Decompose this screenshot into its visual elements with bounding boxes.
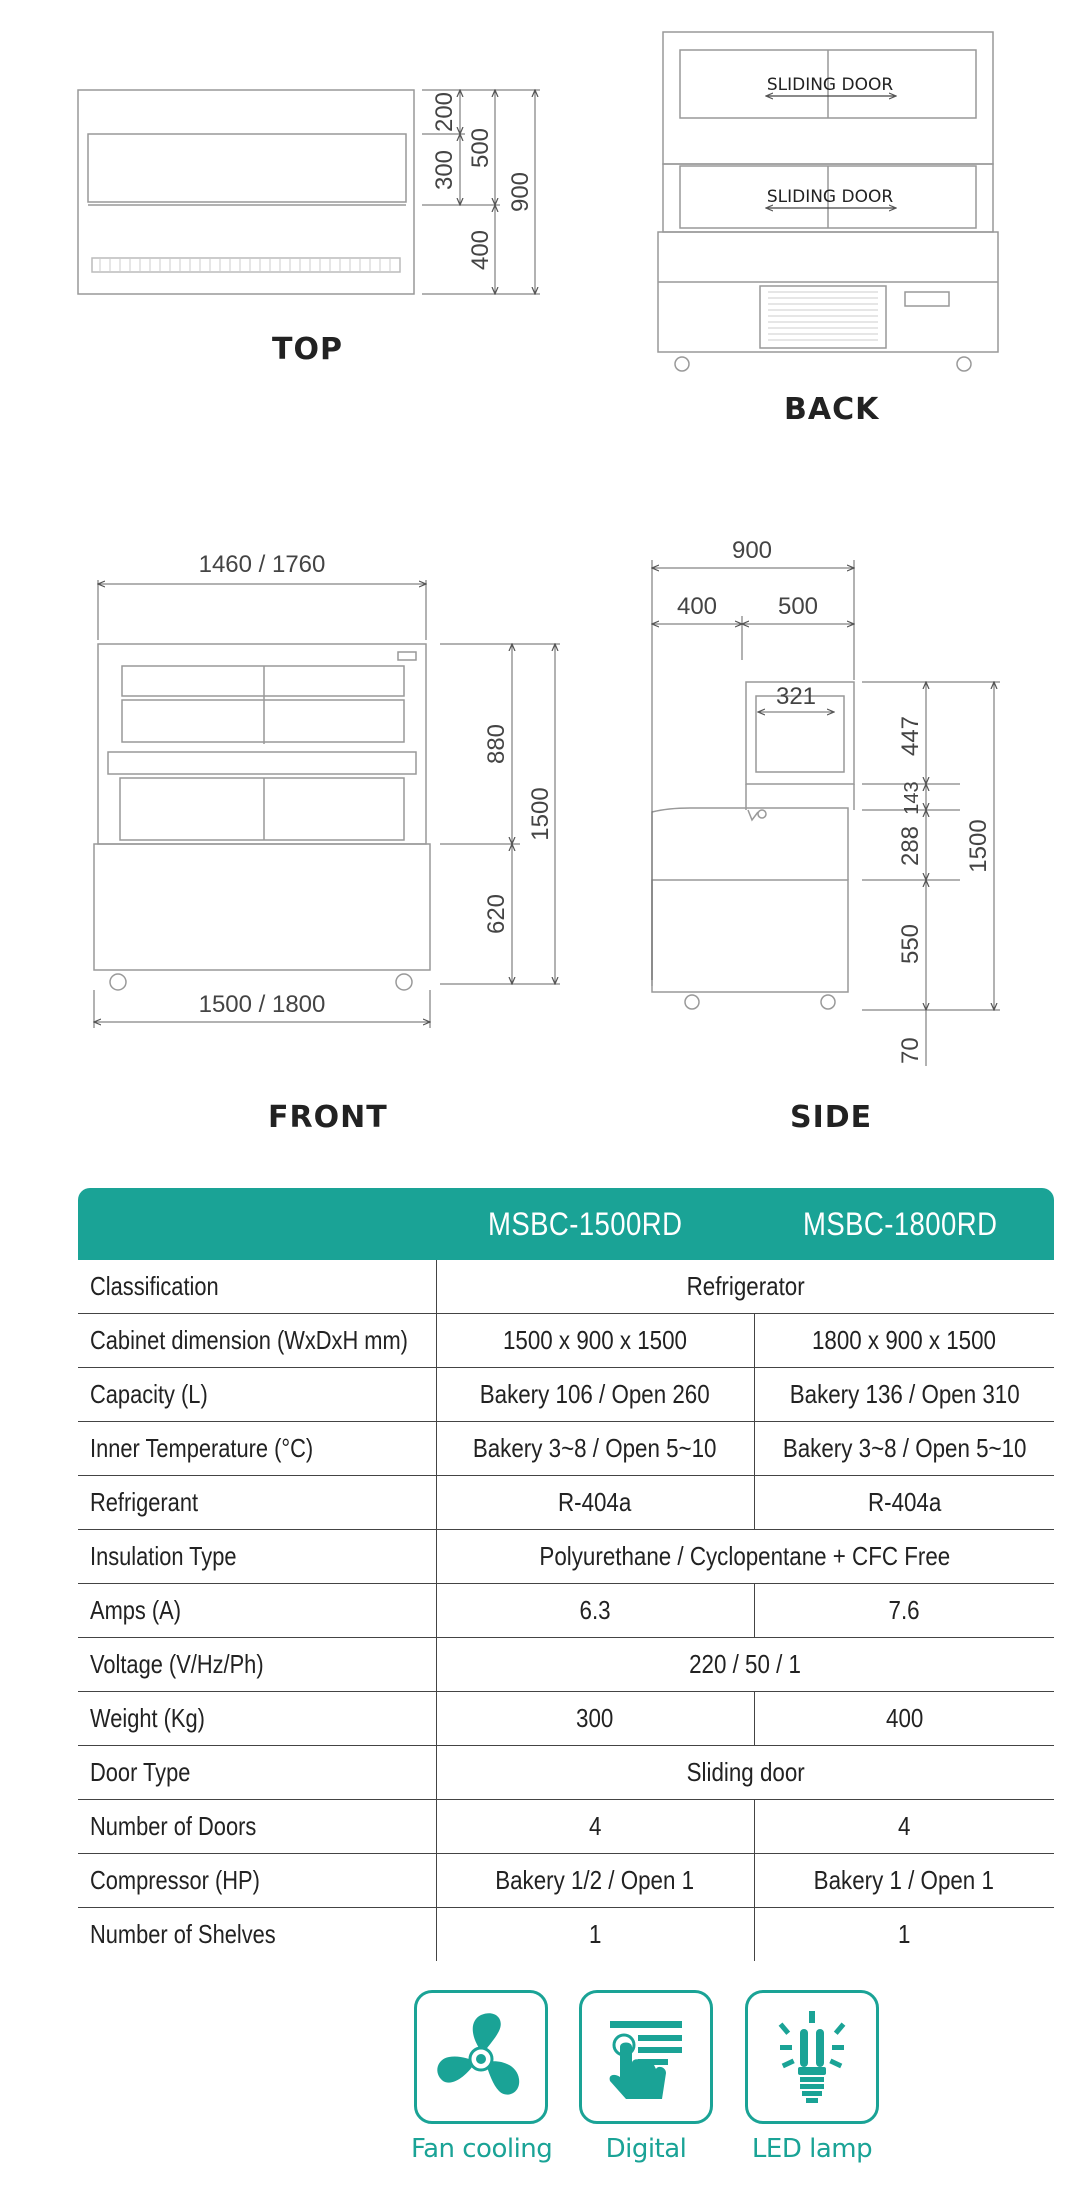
spec-label: Inner Temperature (°C): [90, 1433, 314, 1463]
feature-digital-label: Digital: [605, 2134, 687, 2164]
spec-label-cell: [78, 1746, 436, 1800]
spec-value-1800: Bakery 1 / Open 1: [814, 1865, 995, 1895]
front-view: [94, 580, 560, 1028]
spec-value-1500: 1500 x 900 x 1500: [502, 1325, 688, 1355]
spec-label-cell: [78, 1530, 436, 1584]
spec-value-1800: 7.6: [888, 1595, 920, 1625]
spec-row: [78, 1746, 1054, 1800]
front-dim-width-top: 1460 / 1760: [198, 551, 326, 578]
spec-value-1500-cell: [436, 1422, 754, 1476]
spec-value-1800-cell: [754, 1584, 1054, 1638]
spec-label: Compressor (HP): [90, 1865, 260, 1895]
side-dim-900: 900: [731, 537, 773, 564]
spec-row: [78, 1422, 1054, 1476]
spec-value-1500-cell: [436, 1368, 754, 1422]
spec-value-cell: [436, 1638, 1054, 1692]
model-1800-heading: MSBC-1800RD: [803, 1206, 998, 1242]
spec-table-header: [78, 1188, 1054, 1260]
spec-value-1800: Bakery 3~8 / Open 5~10: [782, 1433, 1027, 1463]
spec-value-1500: 6.3: [579, 1595, 611, 1625]
spec-label-cell: [78, 1476, 436, 1530]
feature-led-lamp: [742, 1990, 882, 2164]
spec-label: Number of Doors: [90, 1811, 257, 1841]
model-1500-heading: MSBC-1500RD: [488, 1206, 683, 1242]
front-dim-width-bottom: 1500 / 1800: [198, 991, 326, 1018]
fan-icon: [414, 1990, 548, 2124]
spec-value-cell: [436, 1530, 1054, 1584]
spec-label: Voltage (V/Hz/Ph): [90, 1649, 264, 1679]
feature-fan-cooling-label: Fan cooling: [411, 2134, 553, 2164]
top-dim-400: 400: [467, 229, 494, 271]
back-view-label: BACK: [784, 392, 880, 427]
spec-value: Sliding door: [686, 1757, 805, 1787]
side-dim-500: 500: [777, 593, 819, 620]
spec-label: Capacity (L): [90, 1379, 208, 1409]
spec-label: Cabinet dimension (WxDxH mm): [90, 1325, 408, 1355]
spec-row: [78, 1530, 1054, 1584]
spec-value-1800-cell: [754, 1314, 1054, 1368]
spec-value-1500-cell: [436, 1854, 754, 1908]
spec-value-1500: 4: [588, 1811, 602, 1841]
spec-value-1500: Bakery 106 / Open 260: [480, 1379, 710, 1409]
top-view-label: TOP: [272, 332, 343, 367]
feature-icons: [0, 1990, 1080, 2190]
front-dim-880: 880: [483, 723, 510, 765]
spec-value-1500-cell: [436, 1908, 754, 1962]
side-dim-400: 400: [676, 593, 718, 620]
spec-value-1800: 1: [898, 1919, 911, 1949]
spec-row: [78, 1314, 1054, 1368]
spec-value-1800-cell: [754, 1476, 1054, 1530]
side-dim-550: 550: [897, 923, 924, 965]
back-sliding-door-upper: SLIDING DOOR: [766, 75, 894, 95]
spec-value-1500: Bakery 3~8 / Open 5~10: [473, 1433, 717, 1463]
spec-label: Refrigerant: [90, 1487, 199, 1517]
spec-label-cell: [78, 1638, 436, 1692]
spec-value-1800: 4: [898, 1811, 911, 1841]
spec-label-cell: [78, 1314, 436, 1368]
spec-label-cell: [78, 1908, 436, 1962]
spec-value-1500-cell: [436, 1800, 754, 1854]
spec-row: [78, 1260, 1054, 1314]
spec-value-1800: 400: [885, 1703, 923, 1733]
spec-value-1800-cell: [754, 1800, 1054, 1854]
front-view-label: FRONT: [268, 1100, 388, 1135]
spec-row: [78, 1908, 1054, 1962]
top-dim-900: 900: [507, 171, 534, 213]
spec-row: [78, 1854, 1054, 1908]
side-view: [652, 560, 1000, 1066]
spec-label-cell: [78, 1584, 436, 1638]
spec-label-cell: [78, 1854, 436, 1908]
feature-fan-cooling: [411, 1990, 551, 2164]
spec-label: Number of Shelves: [90, 1919, 276, 1949]
spec-value-1500-cell: [436, 1692, 754, 1746]
spec-value-1500-cell: [436, 1476, 754, 1530]
spec-row: [78, 1584, 1054, 1638]
spec-value-cell: [436, 1260, 1054, 1314]
spec-table: [78, 1188, 1054, 1961]
top-dim-200: 200: [431, 91, 458, 133]
side-dim-288: 288: [897, 825, 924, 867]
side-dim-70: 70: [897, 1037, 924, 1064]
spec-value: Polyurethane / Cyclopentane + CFC Free: [539, 1541, 951, 1571]
top-dim-300: 300: [431, 149, 458, 191]
spec-value-1800-cell: [754, 1422, 1054, 1476]
spec-value-1800: 1800 x 900 x 1500: [812, 1325, 997, 1355]
spec-label-cell: [78, 1692, 436, 1746]
front-dim-620: 620: [483, 893, 510, 935]
spec-value: 220 / 50 / 1: [689, 1649, 802, 1679]
spec-label: Door Type: [90, 1757, 191, 1787]
spec-label-cell: [78, 1260, 436, 1314]
spec-value-1800-cell: [754, 1692, 1054, 1746]
spec-label: Weight (Kg): [90, 1703, 205, 1733]
spec-value-1800-cell: [754, 1854, 1054, 1908]
back-sliding-door-lower: SLIDING DOOR: [766, 187, 894, 207]
spec-value-1800: Bakery 136 / Open 310: [789, 1379, 1020, 1409]
spec-label: Insulation Type: [90, 1541, 237, 1571]
spec-value-1500: Bakery 1/2 / Open 1: [495, 1865, 695, 1895]
spec-rows: [78, 1260, 1054, 1961]
spec-value-1800-cell: [754, 1908, 1054, 1962]
side-dim-143: 143: [901, 781, 923, 815]
side-dim-1500: 1500: [965, 819, 992, 873]
spec-value-1500-cell: [436, 1314, 754, 1368]
spec-value-1500: 1: [588, 1919, 602, 1949]
spec-label: Classification: [90, 1271, 219, 1301]
side-dim-321: 321: [775, 683, 817, 710]
side-view-label: SIDE: [790, 1100, 873, 1135]
top-dim-500: 500: [467, 127, 494, 169]
spec-label-cell: [78, 1422, 436, 1476]
spec-value-1800: R-404a: [867, 1487, 941, 1517]
spec-label-cell: [78, 1368, 436, 1422]
side-dim-447: 447: [897, 715, 924, 757]
spec-row: [78, 1368, 1054, 1422]
spec-label-cell: [78, 1800, 436, 1854]
spec-value-cell: [436, 1746, 1054, 1800]
front-dim-1500: 1500: [527, 787, 554, 841]
touch-panel-icon: [579, 1990, 713, 2124]
spec-label: Amps (A): [90, 1595, 182, 1625]
spec-value-1800-cell: [754, 1368, 1054, 1422]
spec-value: Refrigerator: [686, 1271, 805, 1301]
feature-digital: [576, 1990, 716, 2164]
feature-led-lamp-label: LED lamp: [751, 2134, 873, 2164]
led-bulb-icon: [745, 1990, 879, 2124]
spec-value-1500: 300: [576, 1703, 614, 1733]
spec-row: [78, 1800, 1054, 1854]
spec-row: [78, 1476, 1054, 1530]
spec-row: [78, 1692, 1054, 1746]
spec-value-1500: R-404a: [558, 1487, 632, 1517]
spec-row: [78, 1638, 1054, 1692]
spec-value-1500-cell: [436, 1584, 754, 1638]
